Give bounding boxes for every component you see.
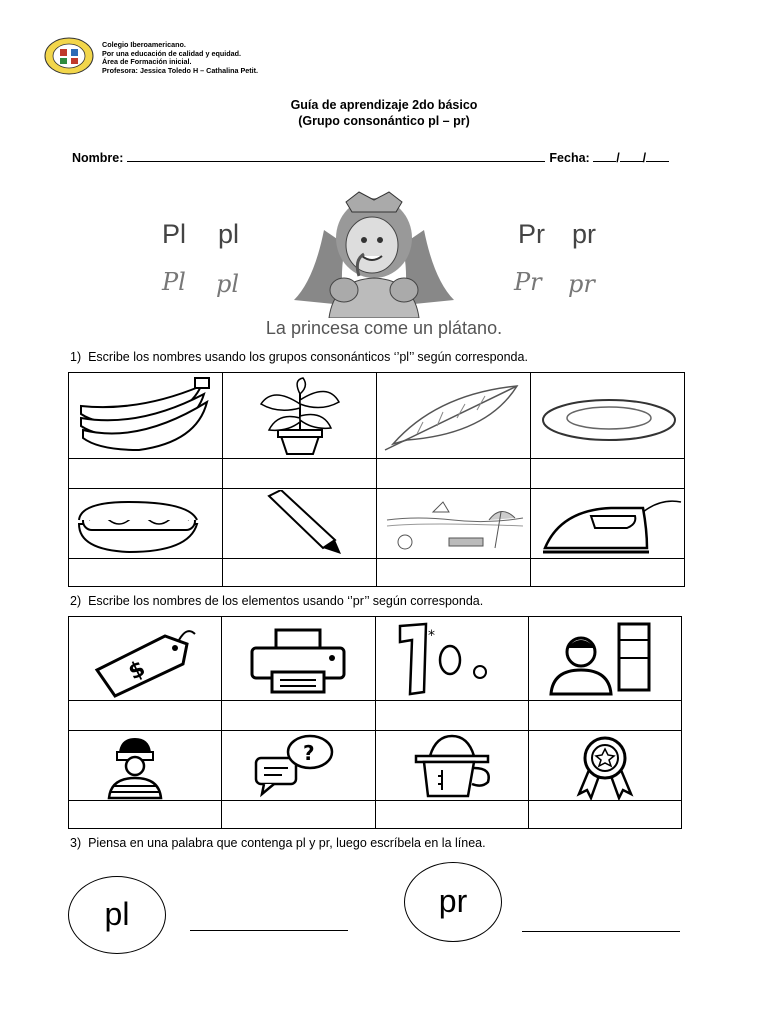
section3-text: Piensa en una palabra que contenga pl y pr, luego escríbela en la línea. bbox=[88, 836, 486, 850]
date-month-field[interactable] bbox=[620, 151, 643, 162]
image-cell bbox=[222, 731, 375, 801]
section2-text: Escribe los nombres de los elementos usando ‘’pr’’ según corresponda. bbox=[88, 594, 484, 608]
iron-icon bbox=[531, 490, 684, 558]
image-cell bbox=[377, 373, 531, 459]
date-separator: / bbox=[616, 151, 620, 165]
pl-cursive-lower: pl bbox=[216, 270, 240, 298]
answer-cell[interactable] bbox=[377, 459, 531, 489]
section2-instruction bbox=[70, 594, 483, 608]
answer-cell[interactable] bbox=[223, 459, 377, 489]
answer-cell[interactable] bbox=[223, 559, 377, 587]
pr-answer-line[interactable] bbox=[522, 931, 680, 932]
image-cell bbox=[375, 731, 528, 801]
section3-number: 3) bbox=[70, 836, 82, 850]
answer-cell[interactable] bbox=[69, 701, 222, 731]
image-cell bbox=[528, 731, 681, 801]
pl-circle: pl bbox=[68, 876, 166, 954]
pr-print-lower: pr bbox=[572, 219, 597, 249]
pr-circle: pr bbox=[404, 862, 502, 942]
answer-cell[interactable] bbox=[528, 801, 681, 829]
image-cell bbox=[69, 617, 222, 701]
image-cell bbox=[222, 617, 375, 701]
school-name: Colegio Iberoamericano. bbox=[102, 40, 186, 49]
page-title: Guía de aprendizaje 2do básico bbox=[290, 98, 478, 112]
answer-cell[interactable] bbox=[69, 459, 223, 489]
answer-cell[interactable] bbox=[528, 701, 681, 731]
pr-cursive-upper: Pr bbox=[514, 268, 542, 296]
princess-illustration bbox=[284, 190, 464, 318]
image-cell bbox=[531, 373, 685, 459]
section1-instruction bbox=[70, 350, 528, 364]
section1-number: 1) bbox=[70, 350, 82, 364]
svg-text:?: ? bbox=[303, 740, 315, 765]
image-cell bbox=[377, 489, 531, 559]
section3-instruction bbox=[70, 836, 486, 850]
beach-icon bbox=[377, 490, 530, 558]
image-cell bbox=[69, 489, 223, 559]
date-separator: / bbox=[642, 151, 647, 165]
plant-icon bbox=[223, 374, 376, 458]
answer-cell[interactable] bbox=[69, 801, 222, 829]
date-day-field[interactable] bbox=[593, 151, 616, 162]
name-field[interactable] bbox=[127, 151, 545, 162]
pr-cursive-lower: pr bbox=[568, 270, 595, 298]
date-year-field[interactable] bbox=[646, 151, 669, 162]
image-cell bbox=[69, 373, 223, 459]
name-label: Nombre: bbox=[72, 151, 124, 165]
answer-cell[interactable] bbox=[531, 559, 685, 587]
school-info bbox=[102, 41, 258, 75]
school-teachers: Profesora: Jessica Toledo H – Cathalina Petit. bbox=[102, 65, 259, 75]
answer-cell[interactable] bbox=[375, 701, 528, 731]
pl-cursive-upper: Pl bbox=[162, 268, 186, 296]
squeezer-icon bbox=[376, 732, 528, 800]
school-logo bbox=[44, 37, 94, 75]
date-label: Fecha: bbox=[549, 151, 590, 165]
section1-table bbox=[68, 372, 685, 587]
pl-print-lower: pl bbox=[218, 219, 240, 249]
section2-number: 2) bbox=[70, 594, 82, 608]
image-cell bbox=[375, 617, 528, 701]
price-tag-icon bbox=[69, 618, 221, 700]
award-icon bbox=[529, 732, 681, 800]
printer-icon bbox=[222, 618, 374, 700]
pl-print-upper: Pl bbox=[162, 219, 187, 249]
pr-print-upper: Pr bbox=[518, 219, 545, 249]
hotdog-icon bbox=[69, 490, 222, 558]
image-cell bbox=[223, 489, 377, 559]
school-motto: Por una educación de calidad y equidad. bbox=[102, 48, 241, 58]
answer-cell[interactable] bbox=[377, 559, 531, 587]
feather-icon bbox=[377, 374, 530, 458]
image-cell bbox=[528, 617, 681, 701]
section2-table bbox=[68, 616, 682, 829]
name-date-row bbox=[72, 151, 669, 165]
image-cell bbox=[69, 731, 222, 801]
prisoner-icon bbox=[69, 732, 221, 800]
answer-cell[interactable] bbox=[222, 701, 375, 731]
svg-text:*: * bbox=[427, 627, 435, 644]
first-prize-icon bbox=[376, 618, 528, 700]
school-area: Área de Formación inicial. bbox=[102, 57, 192, 67]
pencil-icon bbox=[223, 490, 376, 558]
banana-icon bbox=[69, 374, 222, 458]
section1-text: Escribe los nombres usando los grupos consonánticos ‘’pl’’ según corresponda. bbox=[88, 350, 528, 364]
answer-cell[interactable] bbox=[69, 559, 223, 587]
pl-answer-line[interactable] bbox=[190, 930, 348, 931]
svg-text:$: $ bbox=[124, 655, 150, 685]
answer-cell[interactable] bbox=[531, 459, 685, 489]
image-cell bbox=[223, 373, 377, 459]
page-subtitle: (Grupo consonántico pl – pr) bbox=[298, 114, 470, 128]
question-icon bbox=[222, 732, 374, 800]
plate-icon bbox=[531, 374, 684, 458]
hero-caption: La princesa come un plátano. bbox=[265, 318, 503, 338]
answer-cell[interactable] bbox=[375, 801, 528, 829]
answer-cell[interactable] bbox=[222, 801, 375, 829]
teacher-icon bbox=[529, 618, 681, 700]
image-cell bbox=[531, 489, 685, 559]
